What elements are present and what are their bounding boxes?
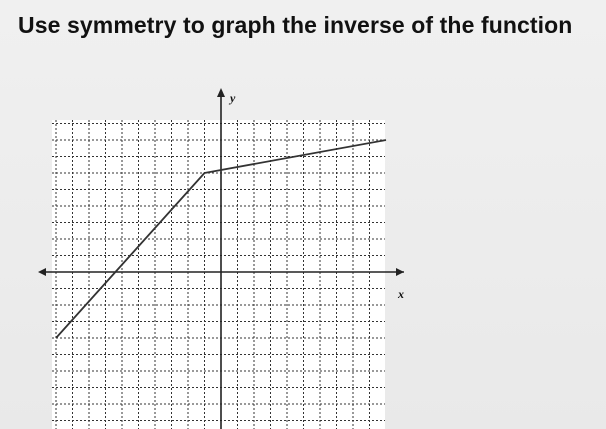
question-prompt: Use symmetry to graph the inverse of the function (18, 12, 573, 38)
x-axis-label: x (398, 287, 404, 301)
grid-lines (52, 120, 385, 429)
x-axis-arrow-right (396, 268, 404, 276)
y-axis-arrow-up (217, 88, 225, 97)
y-axis-label: y (230, 91, 236, 105)
x-axis-arrow-left (38, 268, 46, 276)
plot-area (52, 120, 385, 429)
